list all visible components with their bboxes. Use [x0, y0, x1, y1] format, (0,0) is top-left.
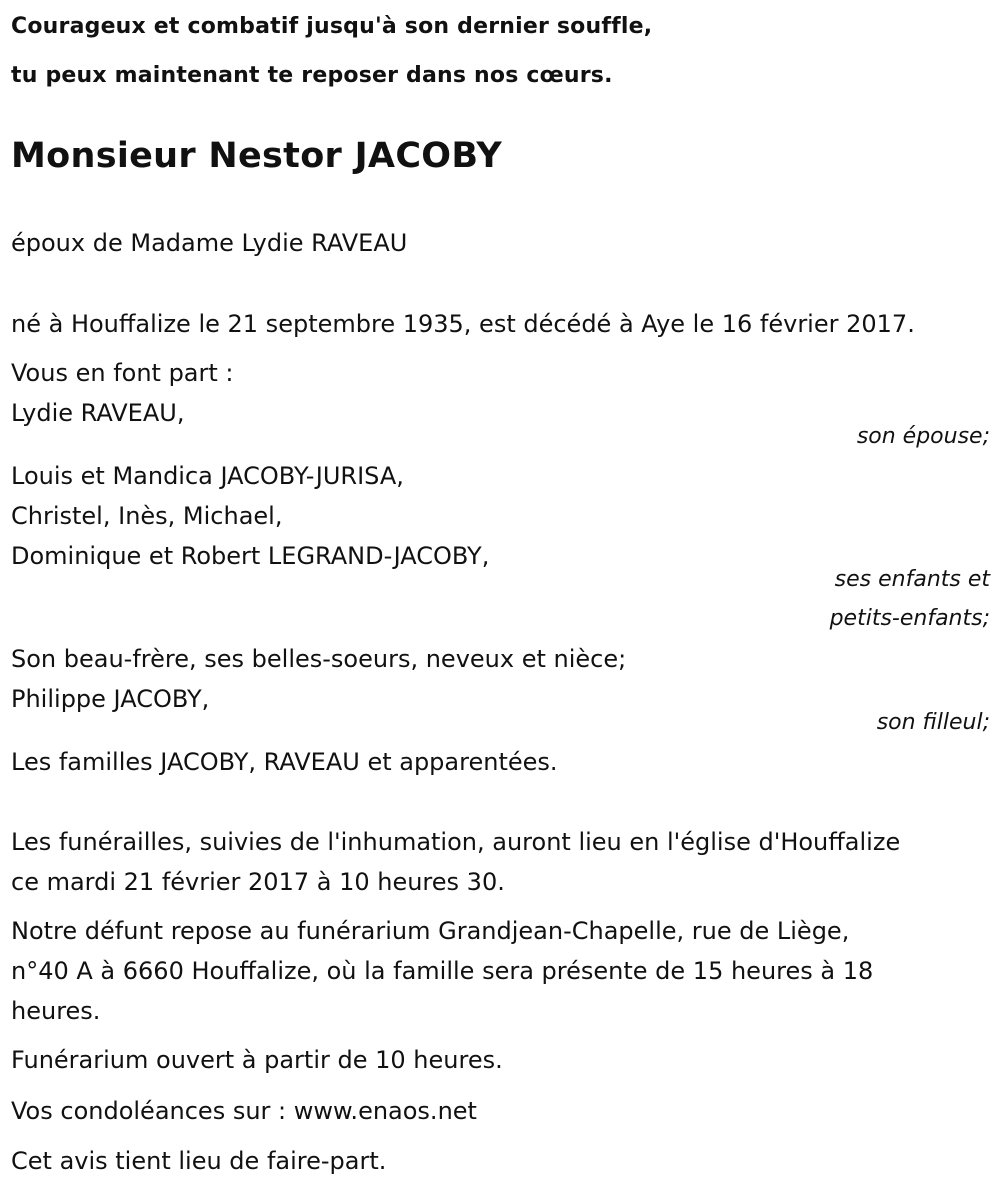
children-line-2: Christel, Inès, Michael, [11, 502, 283, 530]
children-line-1: Louis et Mandica JACOBY-JURISA, [11, 462, 404, 490]
children-role-1: ses enfants et [834, 567, 990, 592]
rest-line-1: Notre défunt repose au funérarium Grandjean-Chapelle, rue de Liège, [11, 917, 850, 945]
godson-role: son filleul; [876, 710, 990, 735]
children-role-2: petits-enfants; [829, 606, 990, 631]
spouse-role: son épouse; [856, 424, 990, 449]
children-line-3: Dominique et Robert LEGRAND-JACOBY, [11, 542, 490, 570]
families-line: Les familles JACOBY, RAVEAU et apparentées. [11, 748, 558, 776]
rest-line-2: n°40 A à 6660 Houffalize, où la famille sera présente de 15 heures à 18 [11, 957, 874, 985]
godson-line: Philippe JACOBY, [11, 685, 210, 713]
notice-line: Cet avis tient lieu de faire-part. [11, 1147, 387, 1175]
rest-line-3: heures. [11, 997, 101, 1025]
funeral-line-2: ce mardi 21 février 2017 à 10 heures 30. [11, 868, 505, 896]
opening-hours: Funérarium ouvert à partir de 10 heures. [11, 1046, 503, 1074]
deceased-name: Monsieur Nestor JACOBY [11, 136, 503, 176]
announcer-spouse: Lydie RAVEAU, [11, 399, 185, 427]
condolences-line: Vos condoléances sur : www.enaos.net [11, 1097, 477, 1125]
announcers-intro: Vous en font part : [11, 359, 234, 387]
funeral-line-1: Les funérailles, suivies de l'inhumation, auront lieu en l'église d'Houffalize [11, 828, 901, 856]
birth-death-line: né à Houffalize le 21 septembre 1935, est décédé à Aye le 16 février 2017. [11, 310, 915, 338]
in-laws-line: Son beau-frère, ses belles-soeurs, neveux et nièce; [11, 645, 627, 673]
epigraph-line-1: Courageux et combatif jusqu'à son dernier souffle, [11, 14, 653, 39]
epigraph-line-2: tu peux maintenant te reposer dans nos cœurs. [11, 63, 613, 88]
spouse-line: époux de Madame Lydie RAVEAU [11, 229, 408, 257]
